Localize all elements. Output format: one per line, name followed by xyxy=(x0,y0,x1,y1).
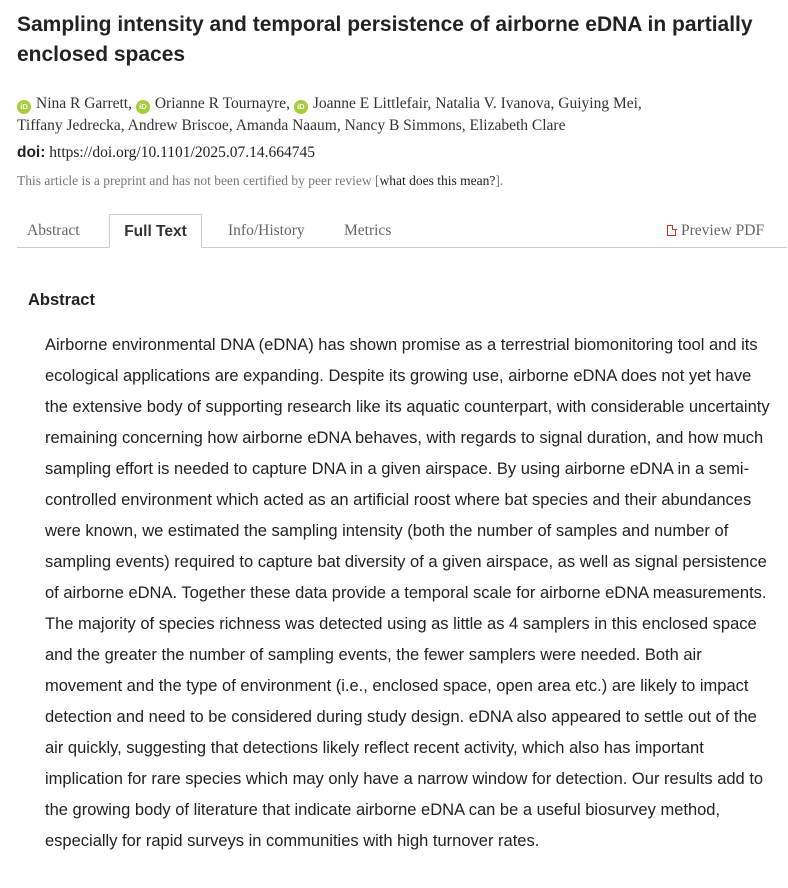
tab-full-text[interactable]: Full Text xyxy=(109,214,202,248)
abstract-heading: Abstract xyxy=(28,291,95,309)
author-name[interactable]: Orianne R Tournayre xyxy=(154,95,287,112)
tab-info-history[interactable]: Info/History xyxy=(228,222,305,239)
article-tabs xyxy=(17,214,787,248)
author-name[interactable]: Joanne E Littlefair xyxy=(312,95,428,112)
abstract-text: Airborne environmental DNA (eDNA) has shown promise as a terrestrial biomonitoring tool and its ecological applications are expanding. Despite its growing use, airborne eDNA does not yet have the extensive body of supporting research like its aquatic counterpart, with considerable uncertainty remaining concerning how airborne eDNA behaves, with regards to signal duration, and how much sampling effort is needed to capture DNA in a given airspace. By using airborne eDNA in a semi-controlled environment which acted as an artificial roost where bat species and their abundances were known, we estimated the sampling intensity (both the number of samples and number of sampling events) required to capture bat diversity of a given airspace, as well as signal persistence of airborne eDNA. Together these data provide a temporal scale for airborne eDNA measurements. The majority of species richness was detected using as little as 4 samplers in this enclosed space and the greater the number of sampling events, the fewer samplers were needed. Both air movement and the type of environment (i.e., enclosed space, open area etc.) are likely to impact detection and need to be considered during study design. eDNA also appeared to settle out of the air quickly, suggesting that detections likely reflect recent activity, which also has important implication for rare species which may only have a narrow window for detection. Our results add to the growing body of literature that indicate airborne eDNA can be a useful biosurvey method, especially for rapid surveys in communities with high turnover rates. xyxy=(45,336,770,850)
author-item[interactable] xyxy=(17,95,128,112)
article-title: Sampling intensity and temporal persistence of airborne eDNA in partially enclosed spaces xyxy=(17,13,753,66)
preprint-notice xyxy=(17,171,503,191)
doi-line xyxy=(17,142,315,163)
doi-link[interactable]: https://doi.org/10.1101/2025.07.14.664745 xyxy=(49,144,315,161)
author-name[interactable]: Andrew Briscoe xyxy=(127,116,229,134)
author-name[interactable]: Nina R Garrett xyxy=(36,95,129,112)
author-name[interactable]: Nancy B Simmons xyxy=(344,116,462,134)
author-item[interactable] xyxy=(294,95,428,112)
tab-metrics[interactable]: Metrics xyxy=(344,222,392,239)
author-name[interactable]: Elizabeth Clare xyxy=(469,116,566,134)
tab-abstract[interactable]: Abstract xyxy=(27,222,80,239)
preview-pdf-button[interactable] xyxy=(667,214,764,247)
preprint-note-end: ]. xyxy=(495,173,504,188)
orcid-icon[interactable]: iD xyxy=(17,100,31,114)
author-name[interactable]: Tiffany Jedrecka xyxy=(17,116,121,134)
author-name[interactable]: Guiying Mei xyxy=(558,95,638,112)
preprint-note-text: This article is a preprint and has not been certified by peer review [ xyxy=(17,173,380,188)
pdf-file-icon xyxy=(667,225,676,236)
author-name[interactable]: Amanda Naaum xyxy=(235,116,337,134)
what-does-this-mean-link[interactable]: what does this mean? xyxy=(379,173,496,188)
doi-label: doi: xyxy=(17,144,46,161)
author-item[interactable] xyxy=(136,95,286,112)
preview-pdf-label: Preview PDF xyxy=(681,222,765,239)
author-name[interactable]: Natalia V. Ivanova xyxy=(435,95,551,112)
orcid-icon[interactable]: iD xyxy=(294,100,308,114)
author-list: iD Nina R Garrett, iD Orianne R Tournayre, iD Joanne E Littlefair, Natalia V. Ivanova, Guiying Mei, Tiffany Jedrecka, Andrew Briscoe, Amanda Naaum, Nancy B Simmons, Elizabeth Clare xyxy=(17,95,642,134)
orcid-icon[interactable]: iD xyxy=(136,100,150,114)
